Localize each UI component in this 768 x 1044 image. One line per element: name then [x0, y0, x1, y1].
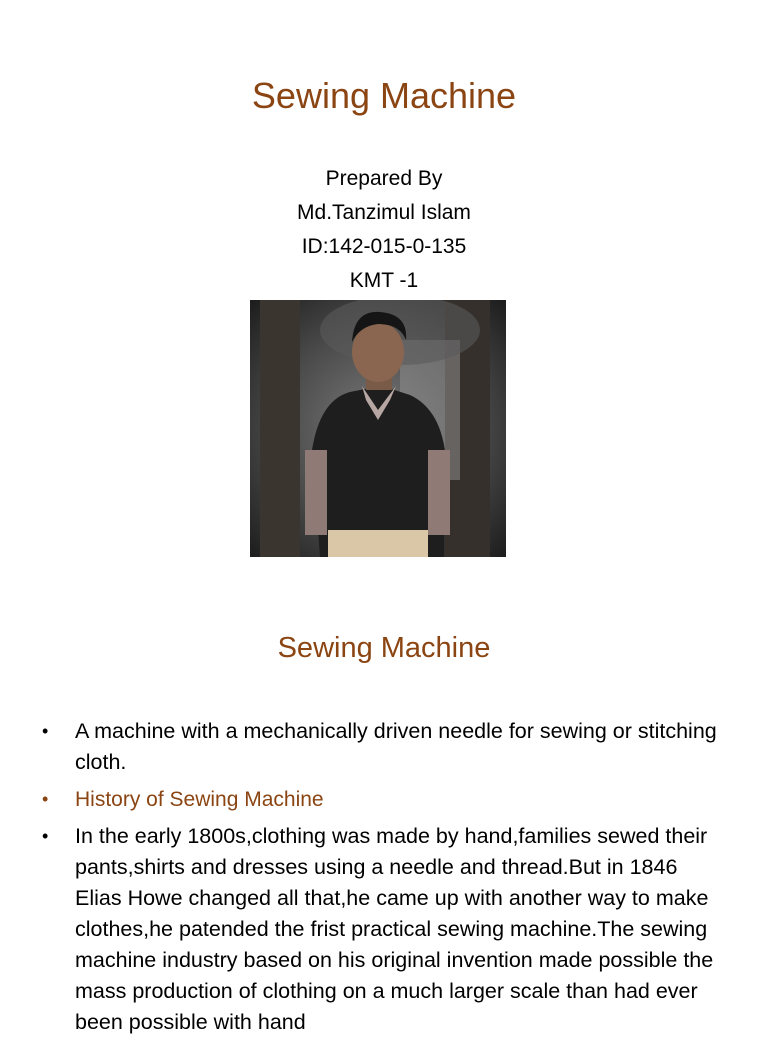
- bullet-list: [0, 716, 768, 1044]
- author-photo: [250, 300, 506, 557]
- trousers: [328, 530, 428, 557]
- author-name: Md.Tanzimul Islam: [297, 201, 471, 224]
- list-item: [0, 784, 768, 815]
- tree-left: [260, 300, 300, 557]
- shirt-sleeve-left: [305, 450, 327, 535]
- bullet-text: A machine with a mechanically driven needle for sewing or stitching cloth.: [75, 719, 717, 774]
- student-id: ID:142-015-0-135: [301, 235, 467, 258]
- bullet-text: History of Sewing Machine: [75, 788, 324, 811]
- prepared-by-label: Prepared By: [325, 167, 443, 190]
- bullet-text: In the early 1800s,clothing was made by hand,families sewed their pants,shirts and dresses using a needle and thread.But in 1846 Elias Howe changed all that,he came up with another way to make clothes,he patended the frist practical sewing machine.The sewing machine industry based on his original invention made possible the mass production of clothing on a much larger scale than had ever been possible with hand: [75, 824, 714, 1034]
- bullet-icon: •: [42, 789, 49, 809]
- list-item: [0, 821, 768, 1038]
- section-title: Sewing Machine: [277, 632, 491, 664]
- bullet-icon: •: [42, 721, 49, 741]
- author-block: [0, 162, 768, 298]
- class-label: KMT -1: [349, 269, 419, 292]
- person-photo-icon: [250, 300, 506, 557]
- slide-title: Sewing Machine: [251, 75, 517, 116]
- list-item: [0, 716, 768, 778]
- bullet-icon: •: [42, 826, 49, 846]
- shirt-sleeve-right: [428, 450, 450, 535]
